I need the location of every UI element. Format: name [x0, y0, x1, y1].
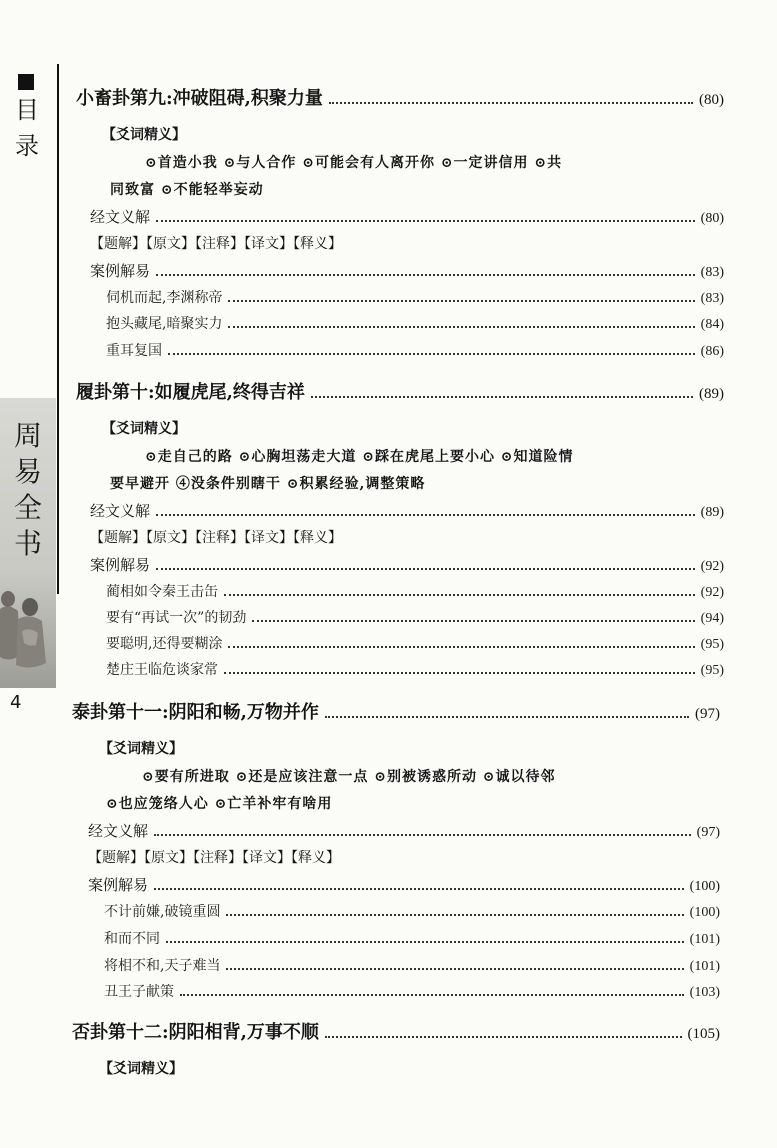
- case-title: 要有“再试一次”的韧劲: [106, 610, 247, 626]
- yaoci-label: 【爻词精义】: [99, 1061, 183, 1077]
- margin-rule: [57, 64, 59, 594]
- leader-dots: [224, 672, 695, 674]
- leader-dots: [168, 353, 695, 355]
- page-ref: (101): [689, 959, 720, 974]
- yaoci-line: ⊙也应笼络人心 ⊙亡羊补牢有啥用: [106, 796, 333, 812]
- page-ref: (100): [689, 879, 720, 894]
- leader-dots: [156, 514, 695, 516]
- case-entry: [104, 981, 720, 1001]
- mulu-label: 目录: [15, 96, 39, 160]
- chapter-entry: [72, 1018, 720, 1044]
- case-entry: [106, 313, 724, 333]
- case-entry: [106, 287, 724, 307]
- leader-dots: [156, 220, 695, 222]
- chapter-title: 履卦第十:如履虎尾,终得吉祥: [76, 382, 305, 403]
- case-title: 抱头藏尾,暗聚实力: [106, 316, 223, 332]
- page-number: 4: [10, 692, 22, 713]
- page-ref: (95): [700, 663, 724, 678]
- case-entry: [106, 633, 724, 653]
- page-ref: (84): [700, 317, 724, 332]
- case-title: 蔺相如令秦王击缶: [106, 584, 218, 600]
- jingwen-entry: [88, 820, 720, 841]
- anli-entry: [90, 554, 724, 575]
- page-ref: (80): [699, 92, 724, 108]
- case-title: 楚庄王临危谈家常: [106, 662, 218, 678]
- jingwen-entry: [90, 206, 724, 227]
- entry-label: 案例解易: [90, 262, 151, 280]
- case-title: 要聪明,还得要糊涂: [106, 636, 223, 652]
- case-entry: [104, 928, 720, 948]
- yaoci-line: 同致富 ⊙不能轻举妄动: [110, 182, 264, 198]
- yaoci-line: ⊙要有所进取 ⊙还是应该注意一点 ⊙别被诱惑所动 ⊙诚以待邻: [142, 769, 556, 785]
- page-ref: (97): [695, 706, 720, 722]
- leader-dots: [311, 396, 693, 398]
- case-title: 将相不和,天子难当: [104, 958, 221, 974]
- case-entry: [104, 901, 720, 921]
- leader-dots: [154, 834, 691, 836]
- chapter-entry: [72, 698, 720, 724]
- page-ref: (80): [700, 211, 724, 226]
- yaoci-label: 【爻词精义】: [99, 741, 183, 757]
- leader-dots: [224, 594, 695, 596]
- leader-dots: [228, 300, 694, 302]
- page-ref: (105): [687, 1026, 720, 1042]
- anli-entry: [90, 260, 724, 281]
- case-title: 伺机而起,李渊称帝: [106, 290, 223, 306]
- case-entry: [106, 340, 724, 360]
- page-ref: (89): [699, 386, 724, 402]
- case-title: 和而不同: [104, 931, 160, 947]
- page-ref: (95): [700, 637, 724, 652]
- mulu-marker: [18, 74, 34, 90]
- page-ref: (97): [696, 825, 720, 840]
- case-title: 重耳复国: [106, 343, 162, 359]
- case-entry: [106, 659, 724, 679]
- case-entry: [104, 955, 720, 975]
- page-ref: (103): [689, 985, 720, 1000]
- entry-label: 经文义解: [90, 208, 151, 226]
- page-ref: (83): [700, 291, 724, 306]
- yaoci-line: ⊙走自己的路 ⊙心胸坦荡走大道 ⊙踩在虎尾上要小心 ⊙知道险情: [145, 449, 574, 465]
- chapter-title: 泰卦第十一:阴阳和畅,万物并作: [72, 702, 319, 723]
- leader-dots: [156, 274, 695, 276]
- leader-dots: [156, 568, 695, 570]
- book-title: 周易全书: [13, 419, 42, 560]
- case-title: 不计前嫌,破镜重圆: [104, 904, 221, 920]
- entry-label: 经文义解: [88, 822, 149, 840]
- leader-dots: [166, 941, 684, 943]
- chapter-entry: [76, 378, 724, 404]
- page-ref: (100): [689, 905, 720, 920]
- case-entry: [106, 607, 724, 627]
- leader-dots: [252, 620, 694, 622]
- chapter-entry: [76, 84, 724, 110]
- leader-dots: [325, 716, 689, 718]
- chapter-title: 小畜卦第九:冲破阻碍,积聚力量: [76, 88, 323, 109]
- leader-dots: [329, 102, 693, 104]
- leader-dots: [154, 888, 684, 890]
- section-tags: 【题解】【原文】【注释】【译文】【释义】: [90, 236, 342, 252]
- leader-dots: [228, 646, 694, 648]
- yaoci-line: 要早避开 ④没条件别瞎干 ⊙积累经验,调整策略: [110, 476, 426, 492]
- page-ref: (83): [700, 265, 724, 280]
- section-tags: 【题解】【原文】【注释】【译文】【释义】: [88, 850, 340, 866]
- yaoci-label: 【爻词精义】: [102, 421, 186, 437]
- leader-dots: [226, 914, 683, 916]
- chapter-title: 否卦第十二:阴阳相背,万事不顺: [72, 1022, 319, 1043]
- entry-label: 案例解易: [90, 556, 151, 574]
- entry-label: 案例解易: [88, 876, 149, 894]
- page-ref: (92): [700, 585, 724, 600]
- page-ref: (94): [700, 611, 724, 626]
- page-ref: (89): [700, 505, 724, 520]
- entry-label: 经文义解: [90, 502, 151, 520]
- yaoci-line: ⊙首造小我 ⊙与人合作 ⊙可能会有人离开你 ⊙一定讲信用 ⊙共: [145, 155, 563, 171]
- yaoci-label: 【爻词精义】: [102, 127, 186, 143]
- jingwen-entry: [90, 500, 724, 521]
- page-ref: (101): [689, 932, 720, 947]
- leader-dots: [228, 326, 694, 328]
- terracotta-figures-image: [0, 585, 56, 670]
- leader-dots: [180, 994, 684, 996]
- anli-entry: [88, 874, 720, 895]
- page-ref: (92): [700, 559, 724, 574]
- case-title: 丑王子献策: [104, 984, 174, 1000]
- section-tags: 【题解】【原文】【注释】【译文】【释义】: [90, 530, 342, 546]
- leader-dots: [325, 1036, 682, 1038]
- leader-dots: [226, 968, 683, 970]
- page-ref: (86): [700, 344, 724, 359]
- case-entry: [106, 581, 724, 601]
